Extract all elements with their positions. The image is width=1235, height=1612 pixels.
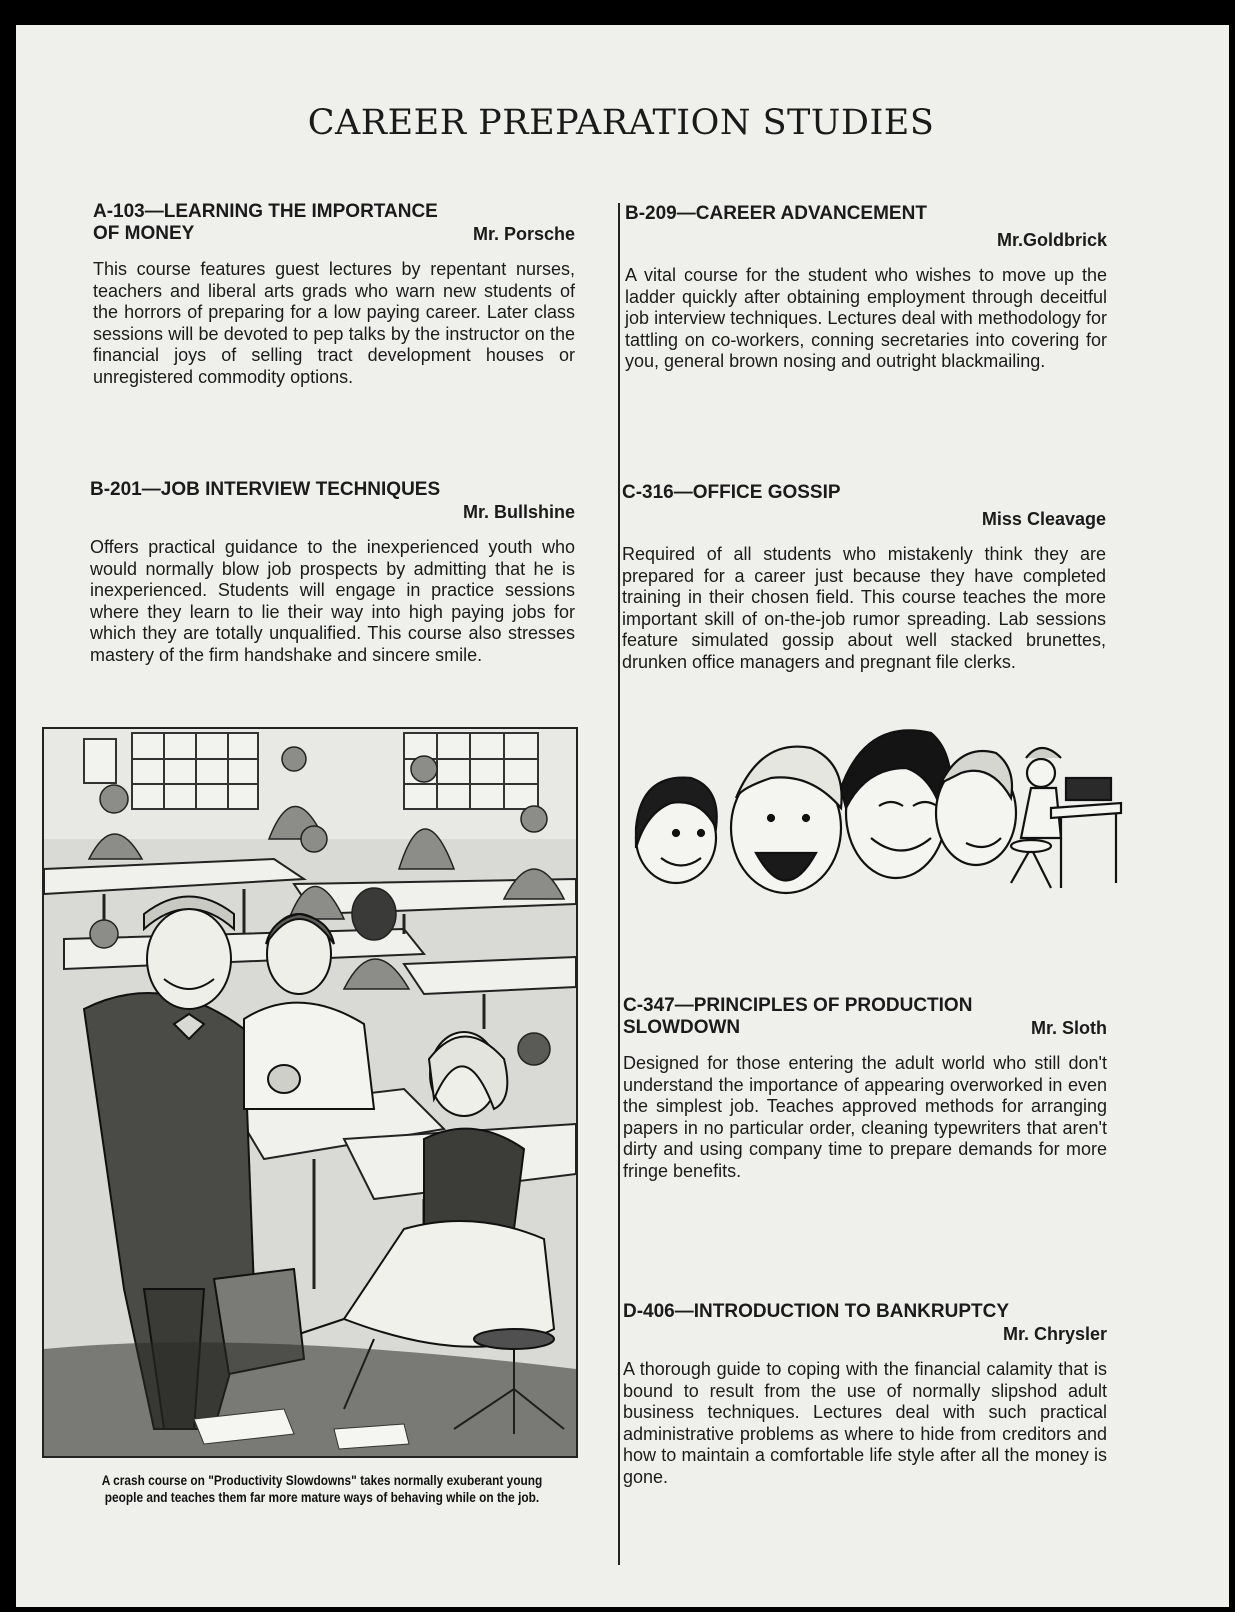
course-description: Offers practical guidance to the inexperienced youth who would normally blow job prospects by admitting that he is inexperienced. Students will engage in practice sessions where they learn to lie their way into high paying jobs for which they are totally unqualified. This course also stresses mastery of the firm handshake and sincere smile.: [90, 537, 575, 665]
course-instructor: Mr. Porsche: [472, 224, 575, 244]
course-a103: [93, 201, 575, 389]
course-b201: [90, 479, 575, 667]
course-instructor: Mr.Goldbrick: [996, 230, 1107, 250]
course-title-cont: SLOWDOWN: [623, 1017, 741, 1038]
gossip-faces-drawing: [621, 718, 1131, 923]
course-description: A thorough guide to coping with the financial calamity that is bound to result from the use of normally slipshod adult business techniques. Lectures deal with such practical administrative problems as where to hide from creditors and how to maintain a comfortable life style after all the money is gone.: [623, 1359, 1107, 1487]
classroom-illustration: [42, 727, 578, 1458]
course-description: Required of all students who mistakenly think they are prepared for a career just because they have completed training in their chosen field. This course teaches the more important skill of on-the-job rumor spreading. Lab sessions feature simulated gossip about well stacked brunettes, drunken office managers and pregnant file clerks.: [622, 544, 1106, 672]
course-title: C-316—OFFICE GOSSIP: [622, 482, 841, 503]
course-description: Designed for those entering the adult world who still don't understand the importance of appearing overworked in even the simplest job. Teaches approved methods for arranging papers in no particular order, cleaning typewriters that aren't dirty and using company time to prepare demands for more fringe benefits.: [623, 1053, 1107, 1181]
course-b209: [625, 203, 1107, 373]
course-title: D-406—INTRODUCTION TO BANKRUPTCY: [623, 1301, 1010, 1322]
course-title: A-103—LEARNING THE IMPORTANCE: [93, 201, 438, 222]
course-c347: [623, 995, 1107, 1183]
course-instructor: Miss Cleavage: [981, 509, 1106, 529]
course-instructor: Mr. Chrysler: [1002, 1324, 1107, 1344]
magazine-page: [16, 25, 1229, 1607]
course-instructor: Mr. Bullshine: [462, 502, 575, 522]
page-title: CAREER PREPARATION STUDIES: [307, 103, 935, 143]
classroom-drawing: [44, 729, 576, 1456]
course-title: C-347—PRINCIPLES OF PRODUCTION: [623, 995, 973, 1016]
illustration-caption: A crash course on "Productivity Slowdowns" takes normally exuberant young people and teaches them far more mature ways of behaving while on the job.: [101, 1473, 543, 1505]
course-title: B-201—JOB INTERVIEW TECHNIQUES: [90, 479, 441, 500]
course-title: B-209—CAREER ADVANCEMENT: [625, 203, 927, 224]
course-description: This course features guest lectures by repentant nurses, teachers and liberal arts grads who warn new students of the horrors of preparing for a low paying career. Later class sessions will be devoted to pep talks by the instructor on the financial joys of selling tract development houses or unregistered commodity options.: [93, 259, 575, 387]
course-description: A vital course for the student who wishes to move up the ladder quickly after obtaining employment through deceitful job interview techniques. Lectures deal with methodology for tattling on co-workers, conning secretaries into covering for you, general brown nosing and outright blackmailing.: [625, 265, 1107, 372]
course-instructor: Mr. Sloth: [1031, 1018, 1107, 1038]
course-title-cont: OF MONEY: [93, 223, 195, 244]
course-d406: [623, 1301, 1107, 1489]
course-c316: [622, 482, 1106, 674]
gossip-illustration: [621, 718, 1131, 923]
column-divider: [618, 203, 620, 1565]
